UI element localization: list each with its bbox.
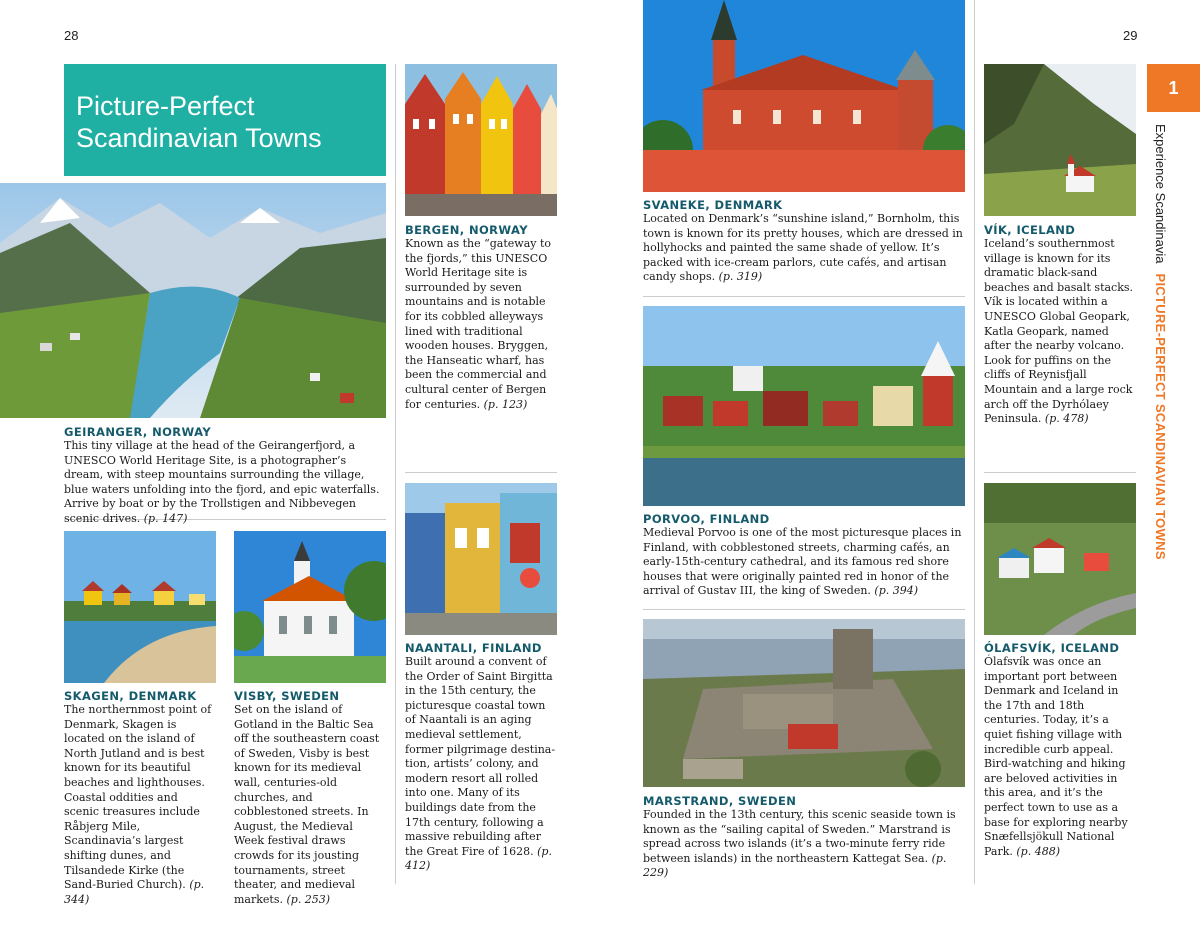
marstrand-text: Founded in the 13th century, this scenic seaside town is known as the “sailing capital of Sweden.” Marstrand is spread across two islands (it’s a two-minute ferry ride between islands) in the northeastern Kattegat Sea. <box>643 808 956 865</box>
page-number-left: 28 <box>64 28 79 43</box>
row-divider <box>984 472 1136 473</box>
row-divider <box>405 472 557 473</box>
bergen-photo <box>405 64 557 216</box>
chapter-section-label: Experience Scandinavia <box>1153 124 1168 264</box>
bergen-text: Known as the “gateway to the fjords,” this UNESCO World Heritage site is surrounded by seven mountains and is notable for its cobbled alleyways lined with traditional wooden houses. Bryggen, the Hanseatic wharf, has been the commercial and cultural center of Bergen for centuries. <box>405 237 552 411</box>
geiranger-heading: GEIRANGER, NORWAY <box>64 425 212 439</box>
skagen-text: The northernmost point of Denmark, Skagen is located on the island of North Jutland and is best known for its beautiful beaches and lighthouses. Coastal oddities and scenic treasures include Råbjerg Mile, Scandinavia’s largest shifting dunes, and Tilsandede Kirke (the Sand-Buried Church). <box>64 703 212 892</box>
bergen-page-ref: (p. 123) <box>483 397 528 411</box>
column-divider <box>974 0 975 884</box>
marstrand-heading: MARSTRAND, SWEDEN <box>643 794 797 808</box>
marstrand-photo <box>643 619 965 787</box>
geiranger-page-ref: (p. 147) <box>143 511 188 525</box>
chapter-number-tab: 1 <box>1147 64 1200 112</box>
svaneke-page-ref: (p. 319) <box>718 270 763 284</box>
naantali-text: Built around a convent of the Order of Saint Birgitta in the 15th century, the picturesque coastal town of Naantali is an aging medieval settlement, former pilgrimage destination, artists’ colony, and modern resort all rolled into one. Many of its buildings date from the 17th century, following a massive rebuilding after the Great Fire of 1628. <box>405 655 556 858</box>
vik-photo <box>984 64 1136 216</box>
vik-page-ref: (p. 478) <box>1044 412 1089 426</box>
chapter-side-label <box>1151 124 1169 560</box>
column-divider <box>395 64 396 884</box>
porvoo-photo <box>643 306 965 506</box>
page-title: Picture-Perfect Scandinavian Towns <box>64 64 386 176</box>
porvoo-page-ref: (p. 394) <box>874 584 919 598</box>
geiranger-text: This tiny village at the head of the Geirangerfjord, a UNESCO World Heritage Site, is a photographer’s dream, with steep mountains surrounding the village, blue waters unfolding into the fjord, and epic waterfalls. Arrive by boat or by the Trollstigen and Nibbevegen scenic drives. <box>64 439 380 525</box>
skagen-photo <box>64 531 216 683</box>
olafsvik-photo <box>984 483 1136 635</box>
olafsvik-heading: ÓLAFSVÍK, ICELAND <box>984 641 1120 655</box>
naantali-heading: NAANTALI, FINLAND <box>405 641 542 655</box>
visby-text: Set on the island of Gotland in the Baltic Sea off the southeastern coast of Sweden, Visby is best known for its medieval wall, centuries-old churches, and cobblestoned streets. In August, the Medieval Week festival draws crowds for its jousting tournaments, street theater, and medieval markets. <box>234 703 380 906</box>
olafsvik-page-ref: (p. 488) <box>1016 844 1061 858</box>
naantali-photo <box>405 483 557 635</box>
visby-photo <box>234 531 386 683</box>
row-divider <box>643 296 965 297</box>
marstrand-page-ref: (p. 229) <box>643 851 947 880</box>
olafsvik-text: Ólafsvík was once an important port between Denmark and Iceland in the 17th and 18th centuries. Today, it’s a quiet fishing village with incredible curb appeal. Bird-watching and hiking are beloved activities in this area, and it’s the perfect town to use as a base for exploring nearby Snæfellsjökull National Park. <box>984 655 1128 858</box>
naantali-page-ref: (p. 412) <box>405 844 552 873</box>
visby-heading: VISBY, SWEDEN <box>234 689 340 703</box>
svaneke-photo <box>643 0 965 192</box>
page-number-right: 29 <box>1123 28 1138 43</box>
skagen-heading: SKAGEN, DENMARK <box>64 689 197 703</box>
bergen-heading: BERGEN, NORWAY <box>405 223 528 237</box>
vik-heading: VÍK, ICELAND <box>984 223 1076 237</box>
svaneke-text: Located on Denmark’s “sunshine island,” Bornholm, this town is known for its pretty houses, which are dressed in hollyhocks and painted the same shade of yellow. It’s packed with ice-cream parlors, cute cafés, and artisan candy shops. <box>643 212 963 284</box>
visby-page-ref: (p. 253) <box>286 892 331 906</box>
porvoo-text: Medieval Porvoo is one of the most picturesque places in Finland, with cobblestoned streets, charming cafés, an early-15th-century cathedral, and its famous red shore houses that were originally painted red in honor of the arrival of Gustav III, the king of Sweden. <box>643 526 962 598</box>
vik-text: Iceland’s southernmost village is known for its dramatic black-sand beaches and basalt stacks. Vík is located within a UNESCO Global Geopark, Katla Geopark, named after the nearby volcano. Look for puffins on the cliffs of Reynisfjall Mountain and a large rock arch off the Dyrhólaey Peninsula. <box>984 237 1134 426</box>
porvoo-heading: PORVOO, FINLAND <box>643 512 770 526</box>
geiranger-photo <box>0 183 386 418</box>
skagen-page-ref: (p. 344) <box>64 878 205 906</box>
row-divider <box>643 609 965 610</box>
svaneke-heading: SVANEKE, DENMARK <box>643 198 783 212</box>
chapter-topic-label: PICTURE-PERFECT SCANDINAVIAN TOWNS <box>1153 273 1168 560</box>
